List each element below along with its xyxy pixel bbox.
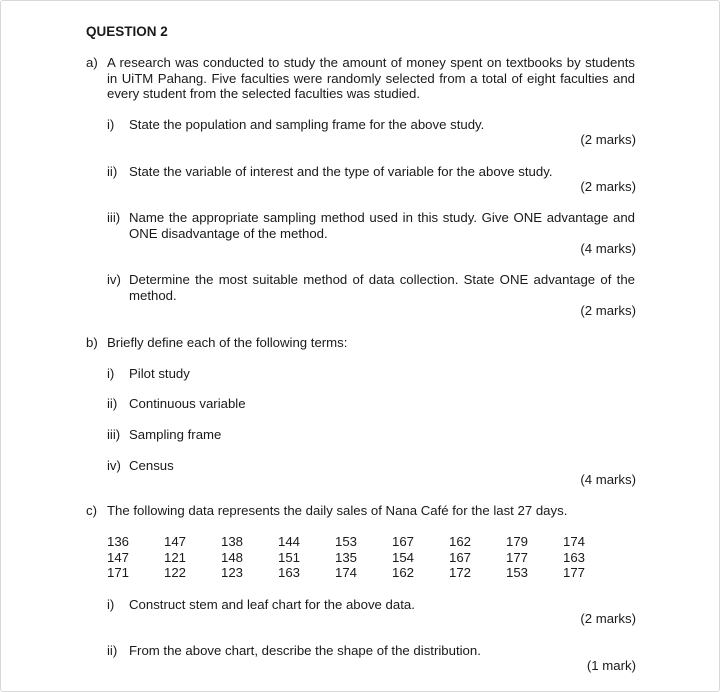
sales-value: 167	[449, 549, 472, 565]
sales-value: 153	[335, 534, 358, 549]
part-b-label: b)	[86, 335, 98, 350]
part-c-q2-marks: (1 mark)	[586, 658, 636, 673]
sales-value: 148	[221, 549, 244, 565]
part-a-q2-marks: (2 marks)	[580, 179, 636, 194]
part-b-term4-number: iv)	[107, 458, 121, 473]
part-c-label: c)	[86, 503, 97, 518]
sales-value: 162	[449, 534, 472, 549]
sales-value: 179	[506, 534, 529, 549]
part-a-q3-text: Name the appropriate sampling method used in this study. Give ONE advantage and ONE disadvantage of the method.	[129, 210, 635, 241]
part-a-q4-marks: (2 marks)	[580, 303, 636, 318]
part-a-label: a)	[86, 55, 98, 70]
part-c-q2-number: ii)	[107, 643, 118, 658]
sales-value: 136	[107, 534, 130, 549]
sales-value: 147	[107, 549, 130, 565]
sales-value: 163	[563, 549, 586, 565]
part-b-term3-number: iii)	[107, 427, 121, 442]
part-b-marks: (4 marks)	[580, 472, 636, 487]
sales-value: 123	[221, 565, 244, 580]
sales-value: 151	[278, 549, 301, 565]
sales-value: 153	[506, 565, 529, 580]
sales-value: 122	[164, 565, 187, 580]
sales-value: 177	[506, 549, 529, 565]
sales-value: 162	[392, 565, 415, 580]
sales-value: 154	[392, 549, 415, 565]
part-a-intro: A research was conducted to study the amount of money spent on textbooks by students in UiTM Pahang. Five faculties were randomly selected from a total of eight faculties and every student from the selected faculties was studied.	[107, 55, 635, 101]
part-c-q1-text: Construct stem and leaf chart for the above data.	[129, 597, 415, 612]
part-a-q3-marks: (4 marks)	[580, 241, 636, 256]
sales-value: 135	[335, 549, 358, 565]
part-c-q2-text: From the above chart, describe the shape of the distribution.	[129, 643, 481, 658]
part-a-q2-text: State the variable of interest and the type of variable for the above study.	[129, 164, 553, 179]
sales-value: 138	[221, 534, 244, 549]
sales-data-row	[107, 534, 620, 550]
part-c-intro: The following data represents the daily sales of Nana Café for the last 27 days.	[107, 503, 568, 518]
sales-value: 147	[164, 534, 187, 549]
sales-data-table	[107, 534, 620, 581]
part-a-q4-number: iv)	[107, 272, 121, 287]
part-a-q1-text: State the population and sampling frame for the above study.	[129, 117, 485, 132]
part-b-intro: Briefly define each of the following terms:	[107, 335, 348, 350]
part-b-term3-text: Sampling frame	[129, 427, 222, 442]
sales-data-row	[107, 565, 620, 581]
part-b-term1-text: Pilot study	[129, 366, 190, 381]
part-a-q1-marks: (2 marks)	[580, 132, 636, 147]
sales-value: 167	[392, 534, 415, 549]
part-b-term4-text: Census	[129, 458, 174, 473]
sales-value: 177	[563, 565, 586, 580]
sales-value: 174	[563, 534, 586, 549]
sales-value: 144	[278, 534, 301, 549]
part-b-term1-number: i)	[107, 366, 115, 381]
part-c-q1-marks: (2 marks)	[580, 611, 636, 626]
question-title: QUESTION 2	[86, 24, 168, 39]
sales-value: 121	[164, 549, 187, 565]
sales-data-row	[107, 550, 620, 566]
sales-value: 171	[107, 565, 130, 580]
sales-value: 174	[335, 565, 358, 580]
sales-value: 163	[278, 565, 301, 580]
part-b-term2-number: ii)	[107, 396, 118, 411]
part-b-term2-text: Continuous variable	[129, 396, 246, 411]
sales-value: 172	[449, 565, 472, 580]
part-a-q3-number: iii)	[107, 210, 121, 225]
part-c-q1-number: i)	[107, 597, 115, 612]
part-a-q4-text: Determine the most suitable method of data collection. State ONE advantage of the method.	[129, 272, 635, 303]
part-a-q2-number: ii)	[107, 164, 118, 179]
part-a-q1-number: i)	[107, 117, 115, 132]
